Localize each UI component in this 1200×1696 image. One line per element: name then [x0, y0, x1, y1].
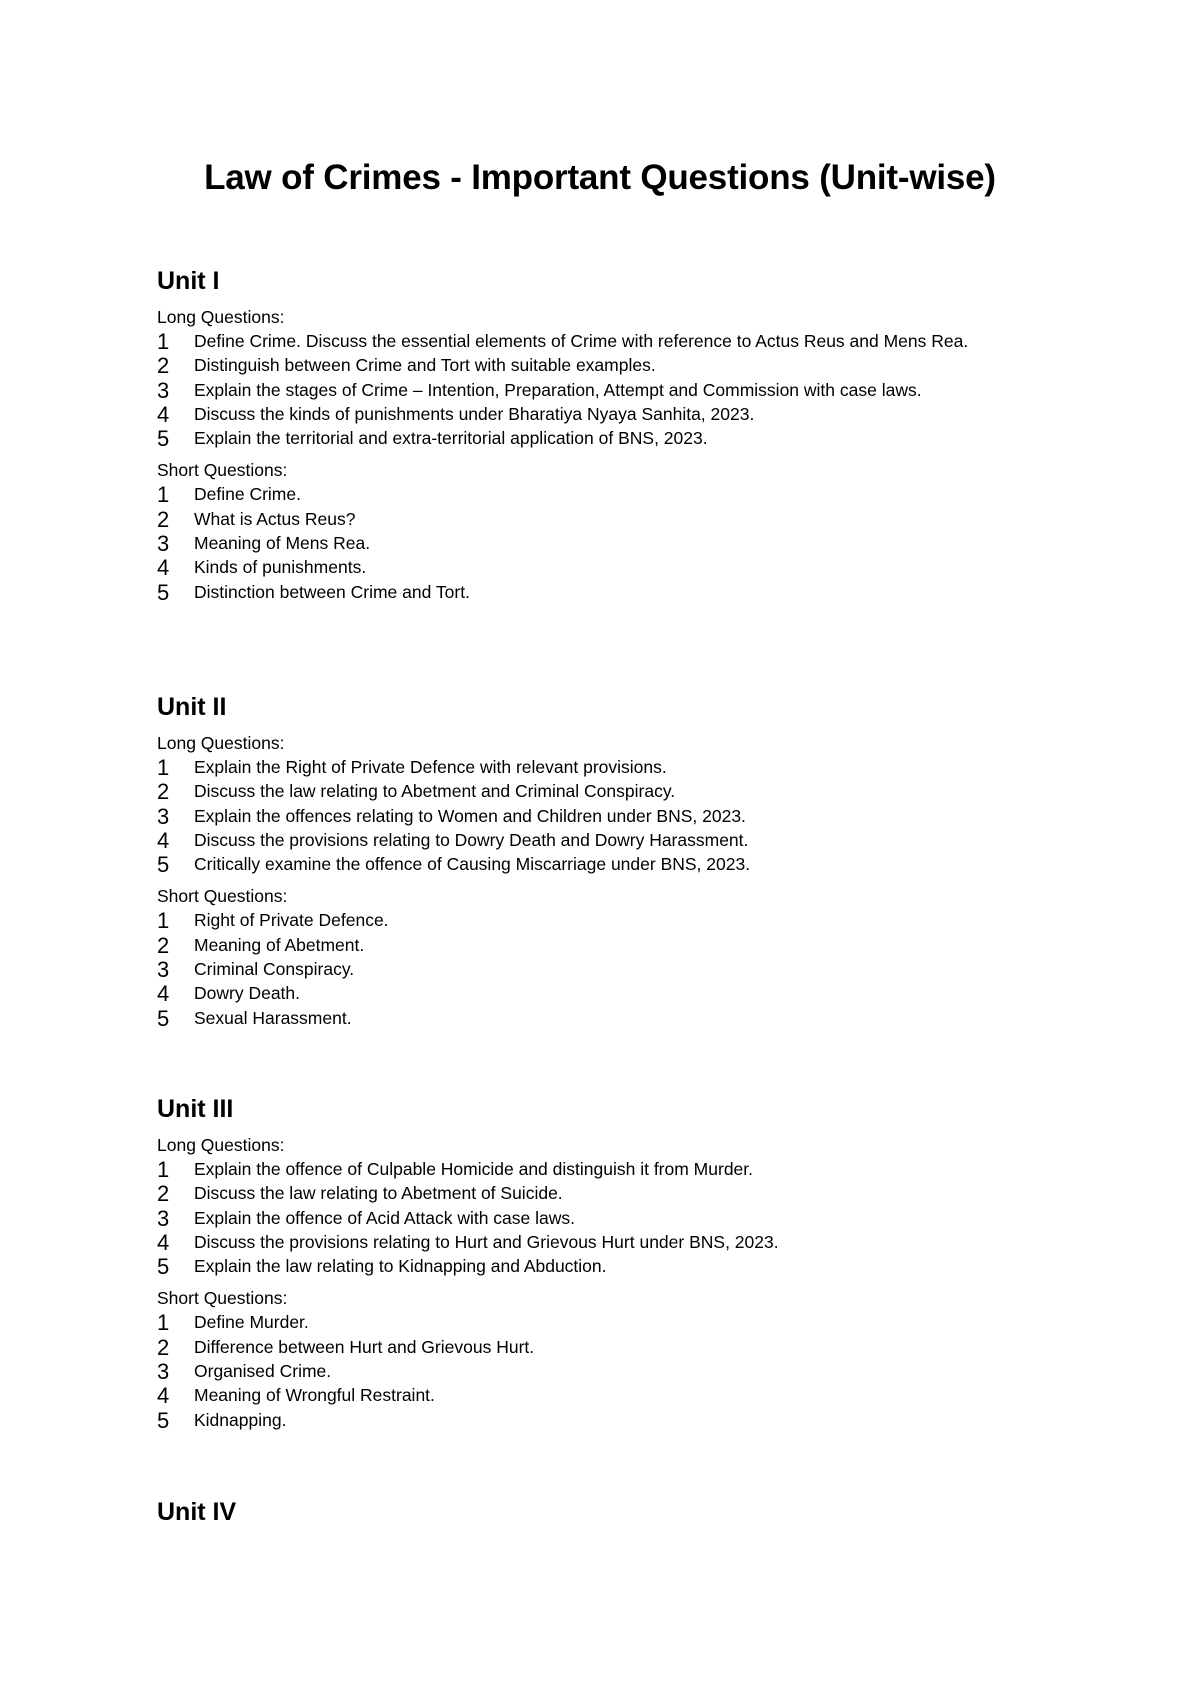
question-number: 5: [157, 1407, 170, 1433]
list-item: [157, 755, 1057, 779]
unit-2-section: [157, 692, 1057, 1030]
list-item: [157, 1359, 1057, 1383]
list-item: [157, 933, 1057, 957]
list-item: [157, 981, 1057, 1005]
question-number: 2: [157, 353, 170, 379]
question-number: 2: [157, 506, 170, 532]
question-number: 3: [157, 803, 170, 829]
list-item: [157, 1157, 1057, 1181]
question-text: Explain the offences relating to Women and Children under BNS, 2023.: [194, 805, 746, 826]
question-text: Distinguish between Crime and Tort with suitable examples.: [194, 355, 656, 376]
list-item: [157, 1335, 1057, 1359]
question-text: Kidnapping.: [194, 1409, 287, 1430]
question-number: 5: [157, 426, 170, 452]
spacer: [157, 876, 1057, 885]
question-text: Define Crime.: [194, 484, 301, 505]
question-number: 5: [157, 1005, 170, 1031]
question-number: 3: [157, 531, 170, 557]
list-item: [157, 580, 1057, 604]
question-text: Explain the territorial and extra-territorial application of BNS, 2023.: [194, 428, 708, 449]
question-text: Organised Crime.: [194, 1361, 332, 1382]
document-title: Law of Crimes - Important Questions (Unit-wise): [204, 158, 996, 197]
question-text: Critically examine the offence of Causing Miscarriage under BNS, 2023.: [194, 854, 751, 875]
question-text: Difference between Hurt and Grievous Hurt.: [194, 1336, 535, 1357]
list-item: [157, 378, 1057, 402]
list-item: [157, 426, 1057, 450]
question-text: Define Murder.: [194, 1312, 309, 1333]
list-item: [157, 507, 1057, 531]
list-item: [157, 957, 1057, 981]
question-text: Kinds of punishments.: [194, 557, 367, 578]
long-questions-label: Long Questions:: [157, 733, 285, 753]
question-number: 4: [157, 555, 170, 581]
list-item: [157, 482, 1057, 506]
question-text: Explain the law relating to Kidnapping and Abduction.: [194, 1256, 607, 1277]
question-number: 4: [157, 981, 170, 1007]
list-item: [157, 804, 1057, 828]
unit-heading: Unit III: [157, 1095, 234, 1123]
question-number: 3: [157, 1205, 170, 1231]
question-number: 2: [157, 1334, 170, 1360]
short-questions-list: [157, 1310, 1057, 1431]
question-number: 3: [157, 957, 170, 983]
unit-heading: Unit I: [157, 267, 220, 295]
question-text: Discuss the law relating to Abetment of Suicide.: [194, 1183, 563, 1204]
question-number: 1: [157, 755, 170, 780]
long-questions-list: [157, 755, 1057, 876]
question-text: What is Actus Reus?: [194, 508, 356, 529]
long-questions-label: Long Questions:: [157, 1135, 285, 1155]
spacer: [157, 1278, 1057, 1287]
question-text: Explain the stages of Crime – Intention, Preparation, Attempt and Commission with case laws.: [194, 379, 922, 400]
question-number: 1: [157, 482, 170, 508]
question-text: Explain the offence of Culpable Homicide and distinguish it from Murder.: [194, 1159, 754, 1179]
list-item: [157, 1408, 1057, 1432]
question-text: Sexual Harassment.: [194, 1007, 352, 1028]
short-questions-label: Short Questions:: [157, 886, 288, 907]
long-questions-label: Long Questions:: [157, 307, 285, 327]
short-questions-label: Short Questions:: [157, 1288, 288, 1309]
question-text: Discuss the kinds of punishments under Bharatiya Nyaya Sanhita, 2023.: [194, 403, 755, 424]
question-number: 1: [157, 1157, 170, 1182]
list-item: [157, 1006, 1057, 1030]
question-text: Dowry Death.: [194, 983, 301, 1004]
unit-1-section: [157, 266, 1057, 604]
question-number: 1: [157, 1310, 170, 1336]
short-questions-list: [157, 482, 1057, 603]
list-item: [157, 828, 1057, 852]
list-item: [157, 1310, 1057, 1334]
list-item: [157, 555, 1057, 579]
question-number: 4: [157, 1383, 170, 1409]
question-number: 5: [157, 852, 170, 878]
question-text: Right of Private Defence.: [194, 910, 389, 931]
question-number: 2: [157, 932, 170, 958]
question-text: Explain the Right of Private Defence with relevant provisions.: [194, 757, 667, 777]
long-questions-list: [157, 329, 1057, 450]
list-item: [157, 531, 1057, 555]
question-number: 5: [157, 1254, 170, 1280]
question-number: 1: [157, 908, 170, 934]
question-number: 4: [157, 827, 170, 853]
list-item: [157, 1230, 1057, 1254]
unit-heading: Unit IV: [157, 1498, 237, 1526]
question-text: Discuss the law relating to Abetment and Criminal Conspiracy.: [194, 781, 676, 802]
spacer: [157, 450, 1057, 459]
question-number: 4: [157, 401, 170, 427]
question-text: Discuss the provisions relating to Hurt and Grievous Hurt under BNS, 2023.: [194, 1231, 779, 1252]
unit-4-section: [157, 1497, 1057, 1537]
question-text: Meaning of Abetment.: [194, 934, 365, 955]
list-item: [157, 908, 1057, 932]
list-item: [157, 353, 1057, 377]
question-text: Explain the offence of Acid Attack with case laws.: [194, 1207, 576, 1228]
long-questions-list: [157, 1157, 1057, 1278]
question-text: Discuss the provisions relating to Dowry Death and Dowry Harassment.: [194, 829, 749, 850]
question-number: 2: [157, 1181, 170, 1207]
list-item: [157, 852, 1057, 876]
question-number: 3: [157, 377, 170, 403]
list-item: [157, 1254, 1057, 1278]
question-text: Meaning of Mens Rea.: [194, 533, 371, 554]
short-questions-list: [157, 908, 1057, 1029]
unit-3-section: [157, 1094, 1057, 1432]
question-number: 3: [157, 1359, 170, 1385]
list-item: [157, 1206, 1057, 1230]
question-number: 5: [157, 579, 170, 605]
question-text: Meaning of Wrongful Restraint.: [194, 1385, 435, 1406]
question-text: Define Crime. Discuss the essential elements of Crime with reference to Actus Reus and Mens Rea.: [194, 331, 969, 351]
unit-heading: Unit II: [157, 693, 227, 721]
question-number: 2: [157, 779, 170, 805]
question-number: 4: [157, 1229, 170, 1255]
list-item: [157, 402, 1057, 426]
short-questions-label: Short Questions:: [157, 460, 288, 481]
list-item: [157, 329, 1057, 353]
question-number: 1: [157, 329, 170, 354]
list-item: [157, 1383, 1057, 1407]
list-item: [157, 1181, 1057, 1205]
question-text: Criminal Conspiracy.: [194, 959, 355, 980]
list-item: [157, 779, 1057, 803]
question-text: Distinction between Crime and Tort.: [194, 581, 470, 602]
